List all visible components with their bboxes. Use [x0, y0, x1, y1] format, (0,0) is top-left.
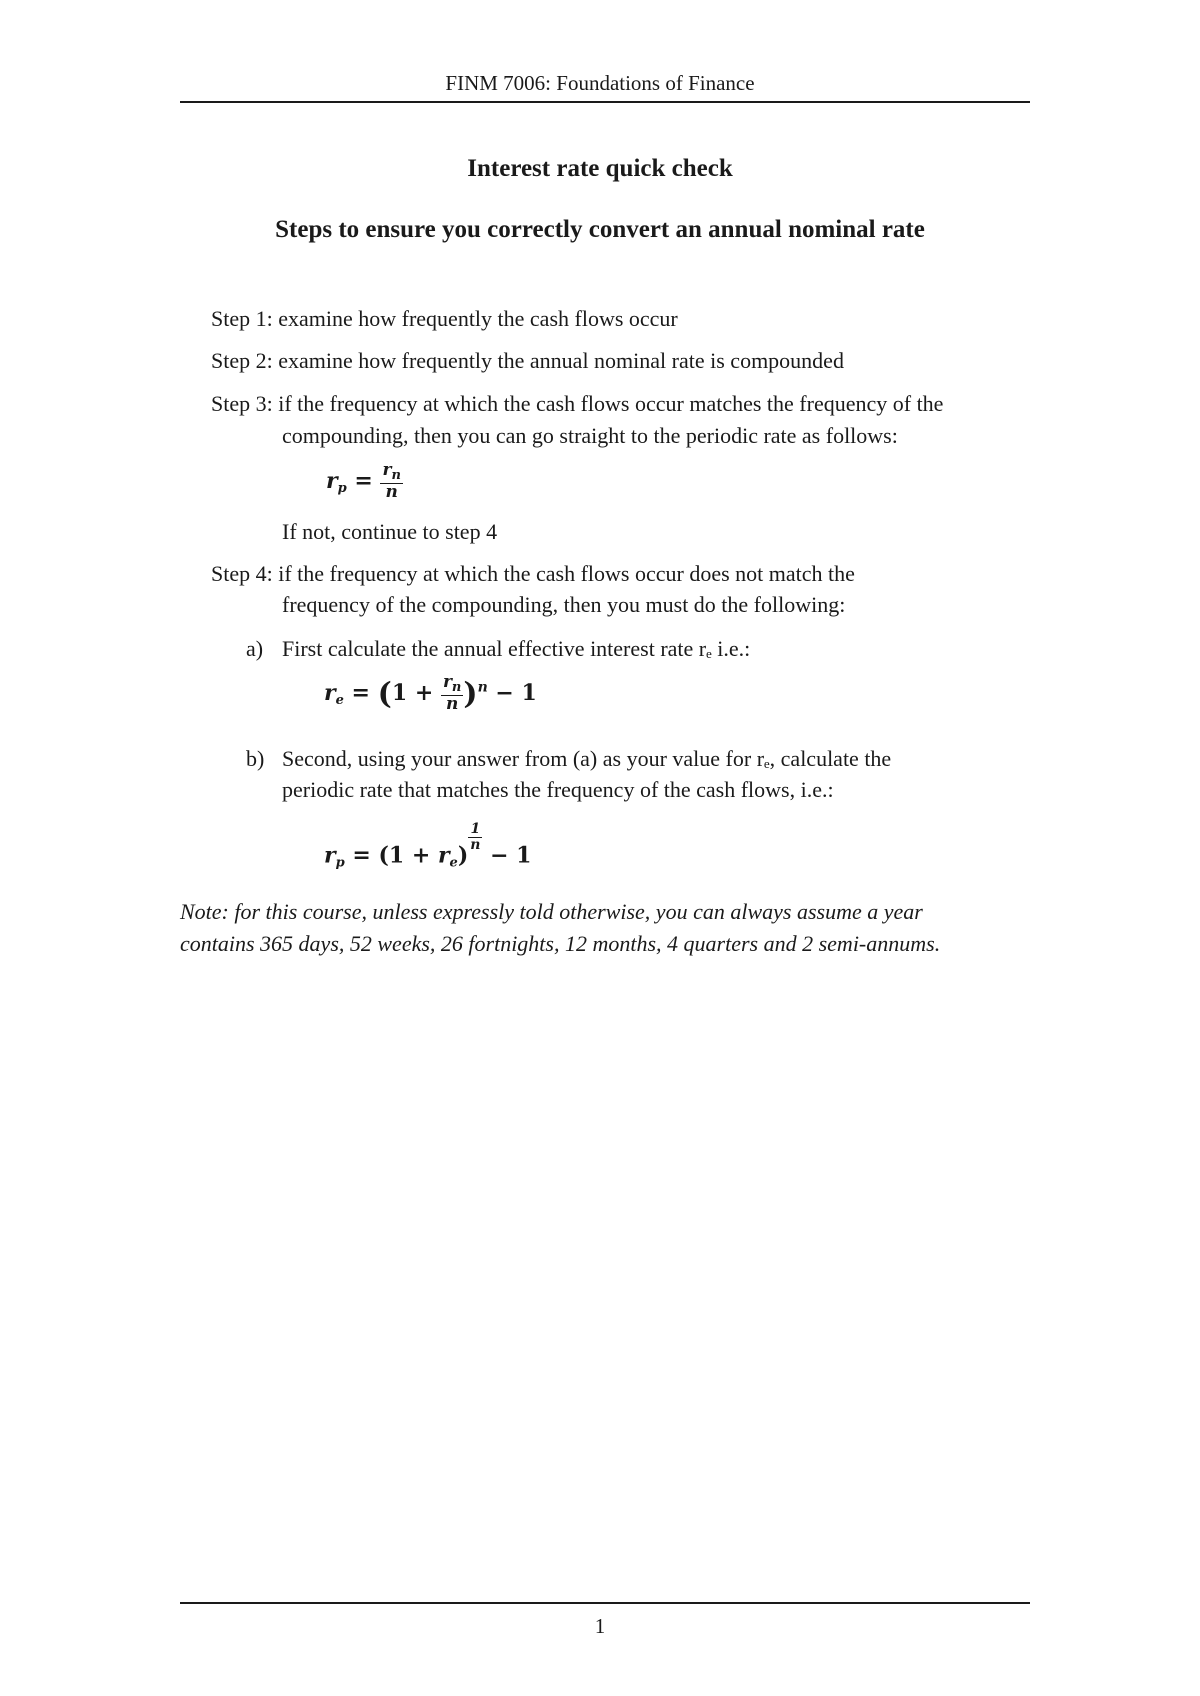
- step-3-text-line2: compounding, then you can go straight to the periodic rate as follows:: [282, 423, 898, 448]
- course-note: [180, 896, 1040, 960]
- step-1-text: Step 1: examine how frequently the cash flows occur: [211, 306, 678, 331]
- step-4-text-line2: frequency of the compounding, then you must do the following:: [282, 592, 846, 617]
- course-note-line2: contains 365 days, 52 weeks, 26 fortnights, 12 months, 4 quarters and 2 semi-annums.: [180, 931, 941, 956]
- header-rule: [180, 101, 1030, 103]
- formula-periodic-rate-from-effective: $r_p = (1 + r_e)$ $\frac{1}{n}$ − 1: [324, 821, 532, 871]
- step-3-text-line1: Step 3: if the frequency at which the cash flows occur matches the frequency of the: [211, 391, 944, 416]
- step-4b-marker: b): [246, 746, 265, 771]
- formula-periodic-rate-direct: $r_p$ = $\frac{r_n}{n}$: [326, 460, 401, 502]
- footer-rule: [180, 1602, 1030, 1604]
- page-subtitle: Steps to ensure you correctly convert an annual nominal rate: [275, 216, 925, 243]
- step-4b-text-line2: periodic rate that matches the frequency of the cash flows, i.e.:: [282, 777, 834, 802]
- step-4b-text-line1: Second, using your answer from (a) as your value for rₑ, calculate the: [282, 746, 892, 771]
- step-4-text-line1: Step 4: if the frequency at which the cash flows occur does not match the: [211, 561, 855, 586]
- step-3-else-text: If not, continue to step 4: [282, 519, 498, 544]
- formula-effective-rate: $r_e = (1$ + $\frac{r_n}{n}$ )$^n$ − 1: [324, 672, 537, 714]
- step-4a-marker: a): [246, 636, 264, 661]
- step-4a-text: First calculate the annual effective interest rate rₑ i.e.:: [282, 636, 751, 661]
- course-note-line1: Note: for this course, unless expressly told otherwise, you can always assume a year: [180, 899, 923, 924]
- running-header: FINM 7006: Foundations of Finance: [445, 71, 755, 95]
- step-2-text: Step 2: examine how frequently the annual nominal rate is compounded: [211, 348, 844, 373]
- page-number: 1: [594, 1614, 606, 1638]
- page-title: Interest rate quick check: [467, 155, 733, 182]
